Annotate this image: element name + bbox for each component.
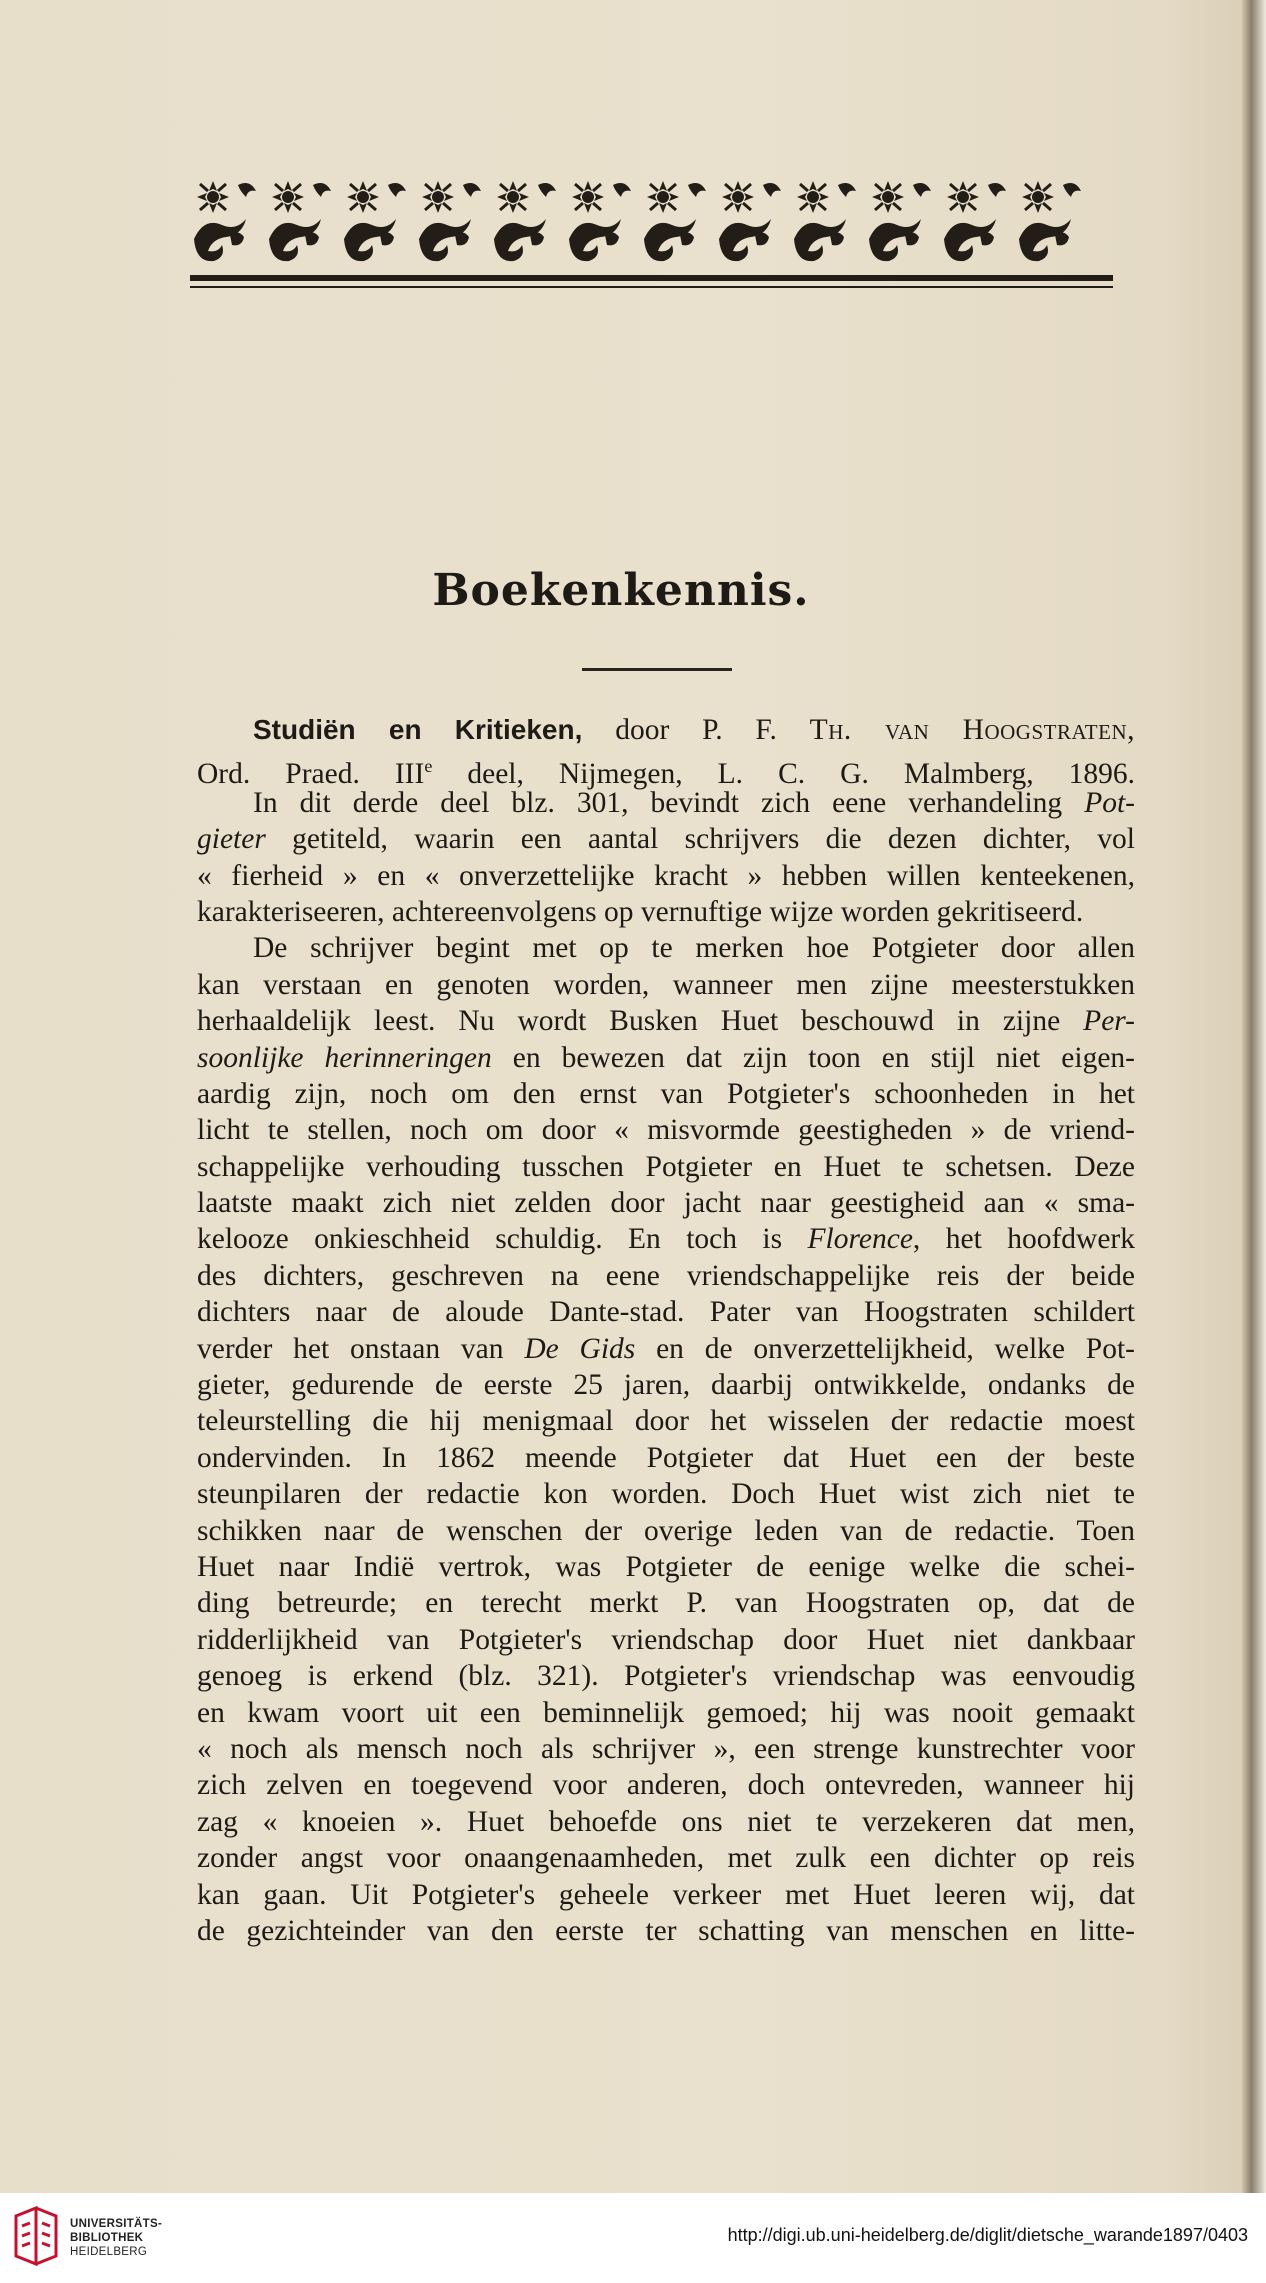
footer-bar — [0, 2193, 1266, 2283]
text-line: In dit derde deel blz. 301, bevindt zich eene verhandeling Pot- — [253, 786, 1135, 819]
text-line: ding betreurde; en terecht merkt P. van Hoogstraten op, dat de — [197, 1587, 1135, 1620]
text-line: ondervinden. In 1862 meende Potgieter dat Huet een der beste — [197, 1441, 1135, 1474]
text-line: laatste maakt zich niet zelden door jacht naar geestigheid aan « sma- — [197, 1187, 1135, 1220]
text-line: zonder angst voor onaangenaamheden, met zulk een dichter op reis — [197, 1842, 1135, 1875]
source-url-link[interactable]: http://digi.ub.uni-heidelberg.de/diglit/dietsche_warande1897/0403 — [727, 2225, 1248, 2245]
text-line: kan verstaan en genoten worden, wanneer men zijne meesterstukken — [197, 968, 1135, 1001]
library-name-line: UNIVERSITÄTS- — [70, 2218, 163, 2230]
text-line: en kwam voort uit een beminnelijk gemoed; hij was nooit gemaakt — [197, 1696, 1135, 1729]
text-line: aardig zijn, noch om den ernst van Potgieter's schoonheden in het — [197, 1077, 1135, 1110]
ornament-row — [194, 181, 1081, 261]
page-title: Boekenkennis. — [432, 565, 810, 616]
text-line: Ord. Praed. IIIe deel, Nijmegen, L. C. G. Malmberg, 1896. — [197, 756, 1135, 791]
text-line: schikken naar de wenschen der overige leden van de redactie. Toen — [197, 1514, 1135, 1547]
text-line: verder het onstaan van De Gids en de onverzettelijkheid, welke Pot- — [197, 1332, 1135, 1365]
text-line: de gezichteinder van den eerste ter schatting van menschen en litte- — [197, 1914, 1135, 1947]
text-line: steunpilaren der redactie kon worden. Doch Huet wist zich niet te — [197, 1478, 1135, 1511]
text-line: zag « knoeien ». Huet behoefde ons niet te verzekeren dat men, — [197, 1805, 1135, 1838]
text-line: Studiën en Kritieken, door P. F. Th. van Hoogstraten, — [253, 714, 1136, 746]
text-line: « noch als mensch noch als schrijver », een strenge kunstrechter voor — [197, 1732, 1135, 1765]
text-line: genoeg is erkend (blz. 321). Potgieter's vriendschap was eenvoudig — [197, 1660, 1135, 1693]
text-line: dichters naar de aloude Dante-stad. Pater van Hoogstraten schildert — [197, 1296, 1135, 1329]
text-line: schappelijke verhouding tusschen Potgieter en Huet te schetsen. Deze — [197, 1150, 1135, 1183]
text-line: De schrijver begint met op te merken hoe Potgieter door allen — [253, 932, 1135, 965]
text-line: licht te stellen, noch om door « misvormde geestigheden » de vriend- — [197, 1114, 1135, 1147]
library-name-line: BIBLIOTHEK — [70, 2232, 144, 2244]
text-line: kan gaan. Uit Potgieter's geheele verkeer met Huet leeren wij, dat — [197, 1878, 1135, 1911]
library-name — [70, 2217, 162, 2259]
text-line: teleurstelling die hij menigmaal door het wisselen der redactie moest — [197, 1405, 1135, 1438]
text-line: karakteriseeren, achtereenvolgens op vernuftige wijze worden gekritiseerd. — [197, 895, 1084, 928]
text-line: gieter getiteld, waarin een aantal schrijvers die dezen dichter, vol — [197, 823, 1135, 856]
article-body — [197, 712, 1135, 1949]
floral-border-ornament-icon — [190, 175, 1113, 295]
university-library-logo-icon — [12, 2206, 60, 2268]
text-line: soonlijke herinneringen en bewezen dat zijn toon en stijl niet eigen- — [197, 1041, 1136, 1074]
text-line: zich zelven en toegevend voor anderen, doch ontevreden, wanneer hij — [197, 1769, 1135, 1802]
title-divider — [582, 668, 732, 671]
text-line: « fierheid » en « onverzettelijke kracht » hebben willen kenteekenen, — [197, 859, 1135, 892]
text-line: Huet naar Indië vertrok, was Potgieter de eenige welke die schei- — [197, 1550, 1135, 1583]
text-line: herhaaldelijk leest. Nu wordt Busken Huet beschouwd in zijne Per- — [197, 1005, 1135, 1038]
library-name-line: HEIDELBERG — [70, 2246, 148, 2258]
text-line: gieter, gedurende de eerste 25 jaren, daarbij ontwikkelde, ondanks de — [197, 1369, 1135, 1402]
page-edge — [1242, 0, 1266, 2193]
text-line: kelooze onkieschheid schuldig. En toch is Florence, het hoofdwerk — [197, 1223, 1135, 1256]
text-line: ridderlijkheid van Potgieter's vriendschap door Huet niet dankbaar — [197, 1623, 1135, 1656]
text-line: des dichters, geschreven na eene vriendschappelijke reis der beide — [197, 1259, 1135, 1292]
